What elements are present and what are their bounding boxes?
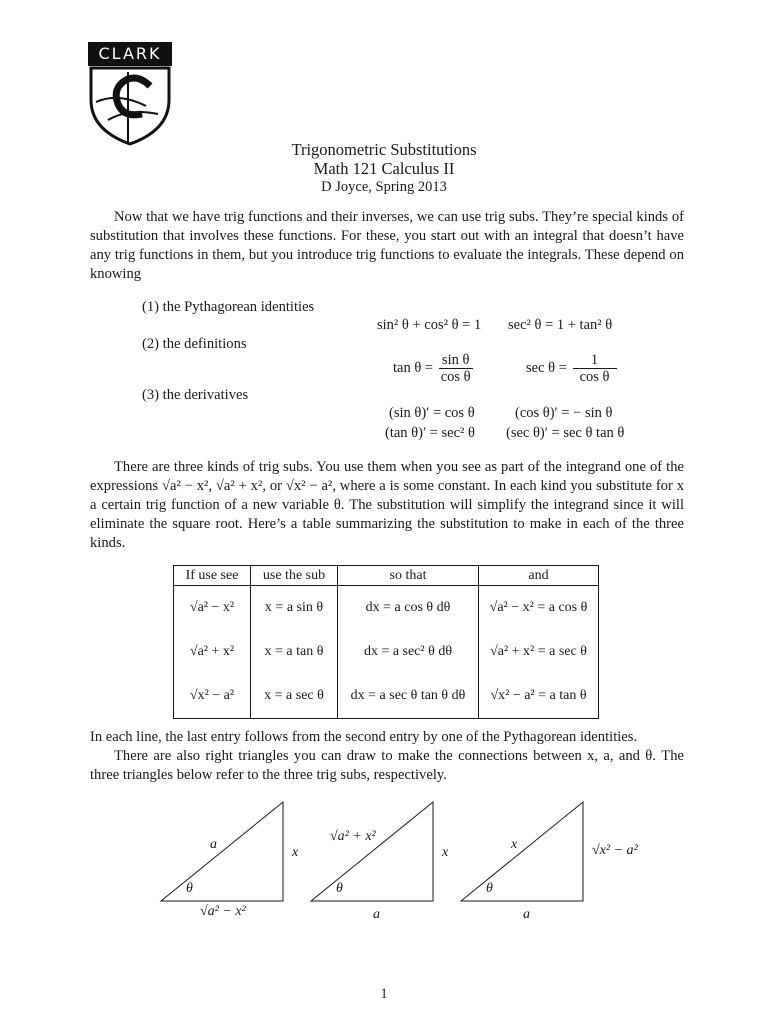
table-cell: √a² + x²: [174, 630, 251, 673]
header-so-that: so that: [338, 566, 479, 586]
triangle-1-base-label: √a² − x²: [200, 904, 246, 919]
table-header-row: [174, 566, 599, 586]
table-cell: dx = a cos θ dθ: [338, 586, 479, 631]
table-cell: √x² − a² = a tan θ: [479, 674, 599, 719]
pythagorean-identity-1: sin² θ + cos² θ = 1: [377, 317, 482, 333]
list-item-derivatives: (3) the derivatives: [142, 387, 249, 403]
table-cell: x = a sin θ: [251, 586, 338, 631]
substitution-paragraph: [90, 458, 684, 553]
triangle-3-angle-label: θ: [486, 881, 493, 896]
table-cell: x = a sec θ: [251, 674, 338, 719]
document-title: Trigonometric Substitutions: [291, 140, 477, 159]
separator-2: , or: [262, 478, 283, 494]
table-cell: √x² − a²: [174, 674, 251, 719]
triangle-1: [161, 802, 283, 901]
definition-sec-numerator: 1: [573, 352, 617, 369]
table-row: [174, 674, 599, 719]
definition-sec-lhs: sec θ =: [526, 359, 567, 376]
intro-paragraph: Now that we have trig functions and their inverses, we can use trig subs. They’re special kinds of substitution that involves these functions. For these, you start out with an integral that doesn’t have any trig functions in them, but you introduce trig functions to evaluate the integrals. These depend on knowing: [90, 209, 684, 282]
triangle-diagrams: [0, 790, 768, 930]
triangle-1-hypotenuse-label: a: [210, 837, 217, 852]
table-cell: dx = a sec² θ dθ: [338, 630, 479, 673]
definition-tan-numerator: sin θ: [439, 352, 473, 369]
substitution-text-b: , where a is some constant. In each kind you substitute for x a certain trig function of a new variable θ. The substitution will simplify the integrand since it will eliminate the square root. Here’s a table summarizing the substitution to make in each of the three kinds.: [90, 478, 684, 551]
table-cell: √a² + x² = a sec θ: [479, 630, 599, 673]
pythagorean-identity-2: sec² θ = 1 + tan² θ: [508, 317, 613, 333]
triangle-2: [311, 802, 433, 901]
triangle-2-hypotenuse-label: √a² + x²: [330, 829, 376, 844]
author-line: D Joyce, Spring 2013: [321, 179, 447, 195]
expression-3: √x² − a²: [285, 478, 333, 494]
pythagorean-note-paragraph: In each line, the last entry follows from the second entry by one of the Pythagorean identities.: [90, 729, 638, 745]
definition-tan-denominator: cos θ: [440, 369, 471, 385]
table-cell: √a² − x²: [174, 586, 251, 631]
triangle-2-base-label: a: [373, 907, 380, 922]
table-cell: √a² − x² = a cos θ: [479, 586, 599, 631]
table-row: [174, 630, 599, 673]
table-cell: x = a tan θ: [251, 630, 338, 673]
triangle-3-hypotenuse-label: x: [511, 837, 518, 852]
triangle-2-angle-label: θ: [336, 881, 343, 896]
logo-text: CLARK: [98, 44, 162, 63]
header-use-the-sub: use the sub: [251, 566, 338, 586]
substitution-table: [173, 565, 599, 719]
page-number: 1: [380, 986, 388, 1002]
clark-logo: [88, 42, 172, 146]
header-if-use-see: If use see: [174, 566, 251, 586]
separator-1: ,: [208, 478, 213, 494]
table-row: [174, 586, 599, 631]
triangle-1-angle-label: θ: [186, 881, 193, 896]
expression-1: √a² − x²: [161, 478, 209, 494]
derivative-cos: (cos θ)′ = − sin θ: [515, 405, 613, 421]
derivative-sin: (sin θ)′ = cos θ: [389, 405, 475, 421]
definition-tan-lhs: tan θ =: [393, 359, 434, 376]
list-item-pythagorean: (1) the Pythagorean identities: [142, 299, 315, 315]
triangle-2-side-label: x: [442, 845, 449, 860]
derivative-tan: (tan θ)′ = sec² θ: [385, 425, 475, 441]
derivative-sec: (sec θ)′ = sec θ tan θ: [506, 425, 625, 441]
definition-sec-fraction: [573, 352, 617, 385]
triangle-3: [461, 802, 583, 901]
header-and: and: [479, 566, 599, 586]
definition-sec: [526, 352, 619, 385]
triangles-paragraph: There are also right triangles you can draw to make the connections between x, a, and θ. The three triangles below refer to the three trig subs, respectively.: [90, 748, 684, 783]
triangle-3-side-label: √x² − a²: [592, 843, 638, 858]
list-item-definitions: (2) the definitions: [142, 336, 247, 352]
substitution-text-a: There are three kinds of trig subs. You use them when you see as part of the integrand one of the expressions: [90, 459, 684, 494]
table-cell: dx = a sec θ tan θ dθ: [338, 674, 479, 719]
definition-tan-fraction: [439, 352, 473, 385]
course-name: Math 121 Calculus II: [313, 159, 455, 178]
triangle-1-side-label: x: [292, 845, 299, 860]
definition-tan: [393, 352, 475, 385]
definition-sec-denominator: cos θ: [579, 369, 610, 385]
expression-2: √a² + x²: [215, 478, 263, 494]
triangle-3-base-label: a: [523, 907, 530, 922]
